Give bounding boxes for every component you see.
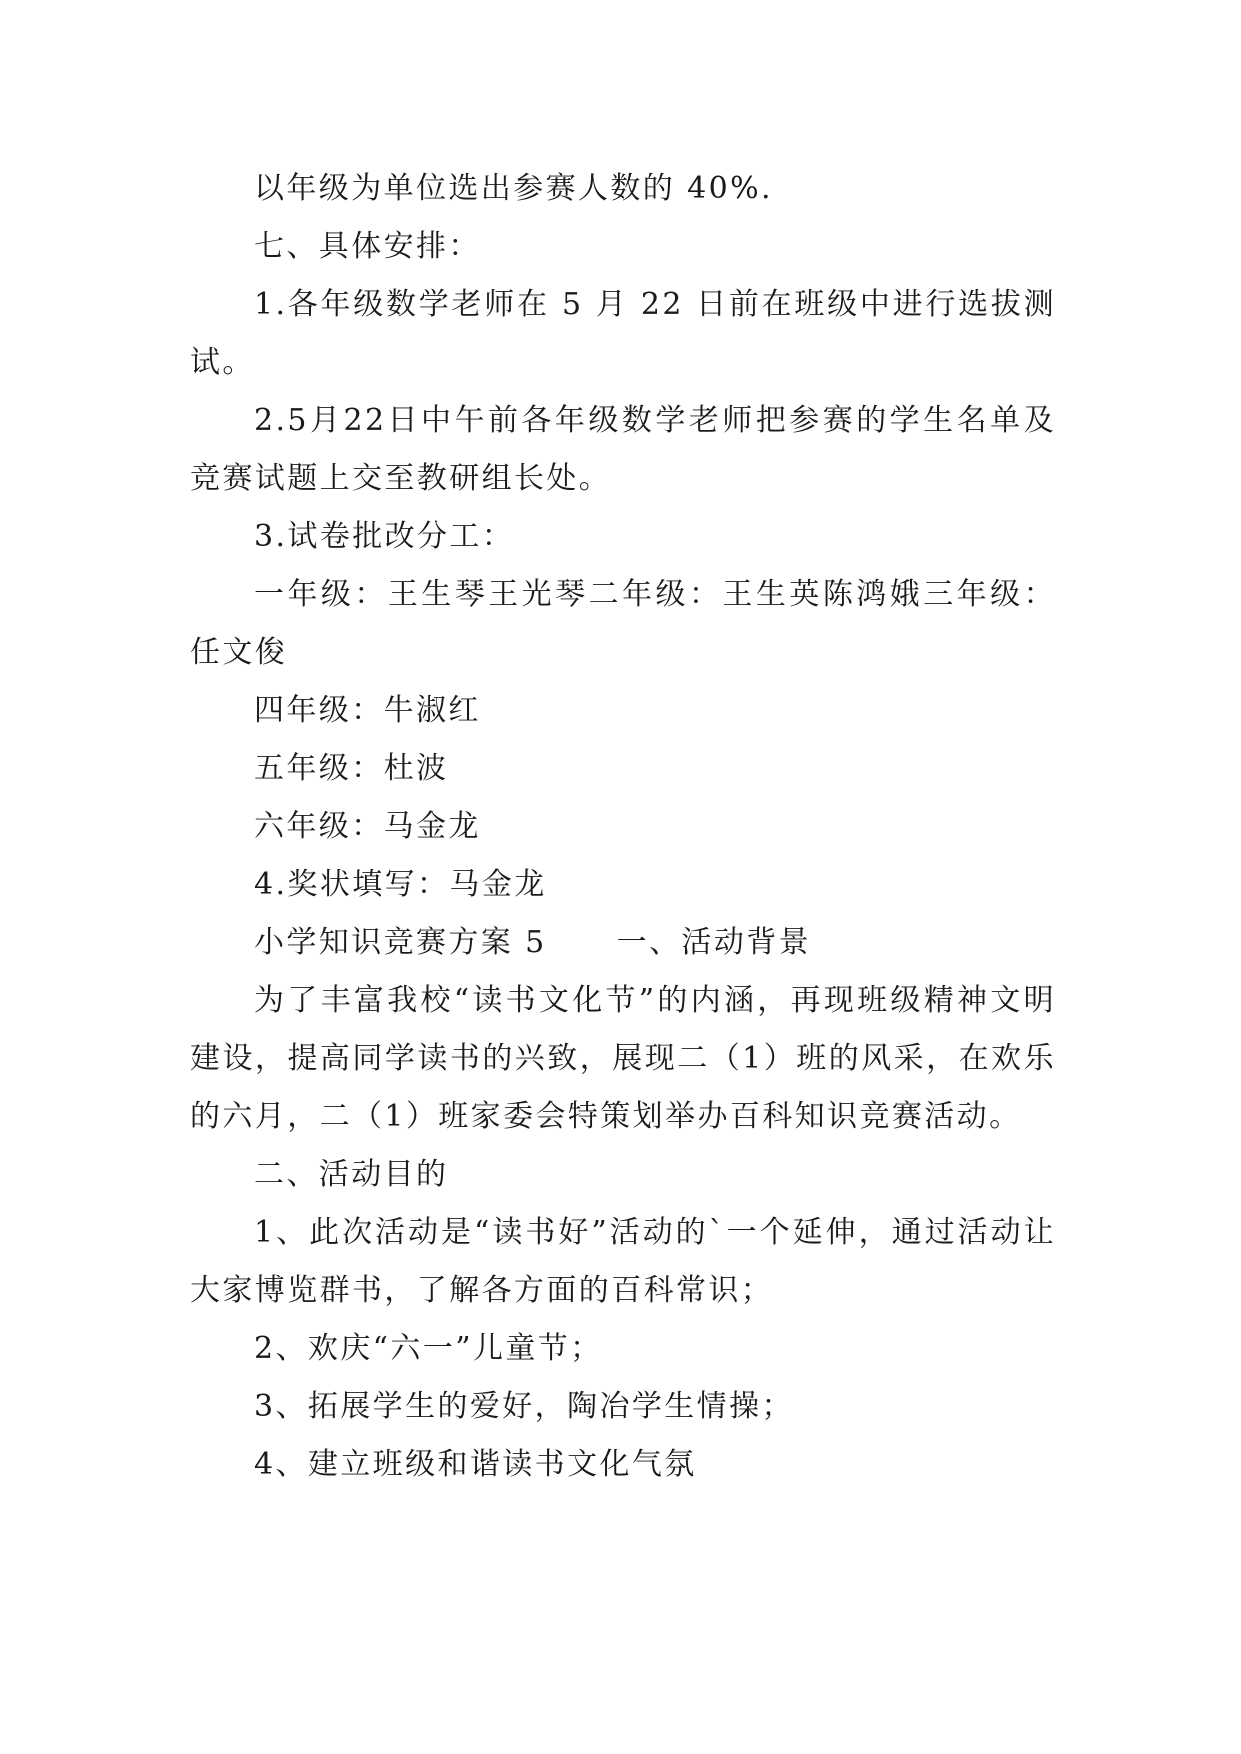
section-heading: 二、活动目的 <box>254 1157 449 1192</box>
paragraph: 四年级：牛淑红 <box>254 693 481 728</box>
section-title: 小学知识竞赛方案 5 <box>254 925 547 960</box>
section-title-line <box>190 914 1056 972</box>
paragraph: 以年级为单位选出参赛人数的 40%. <box>254 171 773 206</box>
paragraph: 六年级：马金龙 <box>254 809 481 844</box>
paragraph: 2、欢庆“六一”儿童节； <box>254 1331 603 1366</box>
paragraph: 为了丰富我校“读书文化节”的内涵，再现班级精神文明建设，提高同学读书的兴致，展现二（1）班的风采，在欢乐的六月，二（1）班家委会特策划举办百科知识竞赛活动。 <box>190 983 1056 1134</box>
paragraph: 1、此次活动是“读书好”活动的`一个延伸，通过活动让大家博览群书，了解各方面的百科常识； <box>190 1215 1056 1308</box>
paragraph: 2.5月22日中午前各年级数学老师把参赛的学生名单及竞赛试题上交至教研组长处。 <box>190 403 1056 496</box>
document-body <box>190 160 1056 1494</box>
paragraph: 4.奖状填写：马金龙 <box>254 867 547 902</box>
paragraph: 一年级：王生琴王光琴二年级：王生英陈鸿娥三年级：任文俊 <box>190 577 1056 670</box>
section-first-heading: 一、活动背景 <box>616 925 812 960</box>
paragraph: 五年级：杜波 <box>254 751 449 786</box>
paragraph: 3、拓展学生的爱好，陶冶学生情操； <box>254 1389 794 1424</box>
paragraph: 4、建立班级和谐读书文化气氛 <box>254 1447 697 1482</box>
paragraph: 3.试卷批改分工： <box>254 519 515 554</box>
paragraph: 1.各年级数学老师在 5 月 22 日前在班级中进行选拔测试。 <box>190 287 1056 380</box>
section-heading: 七、具体安排： <box>254 229 481 264</box>
